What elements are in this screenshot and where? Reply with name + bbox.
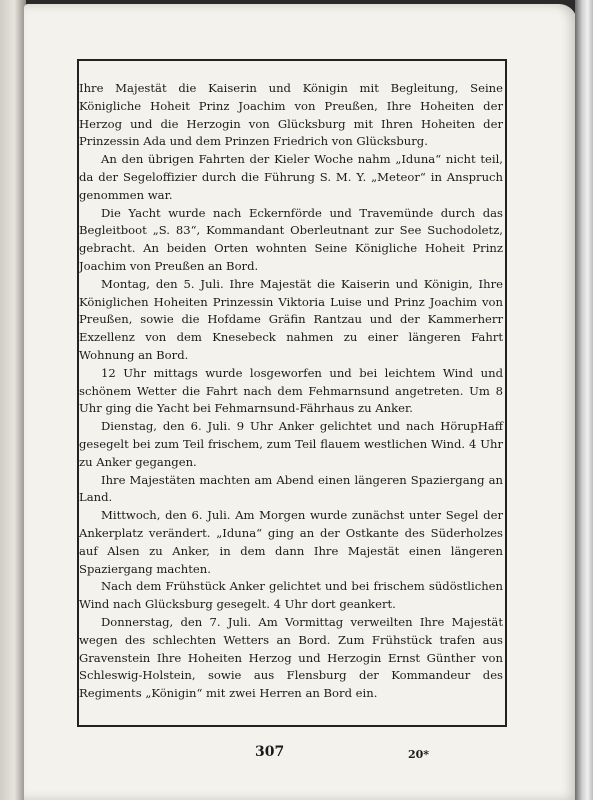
paragraph: 12 Uhr mittags wurde losgeworfen und bei leichtem Wind und schönem Wetter die Fahrt nach dem Fehmarnsund angetreten. Um 8 Uhr ging die Yacht bei Fehmarnsund-Fährhaus zu Anker. (79, 365, 503, 416)
paragraph: Nach dem Frühstück Anker gelichtet und bei frischem südöstlichen Wind nach Glücksburg gesegelt. 4 Uhr dort geankert. (79, 579, 503, 612)
paragraph: Montag, den 5. Juli. Ihre Majestät die Kaiserin und Königin, Ihre Königlichen Hoheiten Prinzessin Viktoria Luise und Prinz Joachim von Preußen, sowie die Hofdame Gräfin Rantzau und der Kammerherr Exzellenz von dem Knesebeck nahmen zu einer längeren Fahrt Wohnung an Bord. (79, 276, 503, 362)
paragraph: Donnerstag, den 7. Juli. Am Vormittag verweilten Ihre Majestät wegen des schlechten Wetters an Bord. Zum Frühstück trafen aus Gravenstein Ihre Hoheiten Herzog und Herzogin Ernst Günther von Schleswig-Holstein, sowie aus Flensburg der Kommandeur des Regiments „Königin“ mit zwei Herren an Bord ein. (79, 614, 503, 701)
page-number: 307 (255, 744, 285, 760)
paragraph: Ihre Majestäten machten am Abend einen längeren Spaziergang an Land. (79, 472, 503, 505)
paragraph: Mittwoch, den 6. Juli. Am Morgen wurde zunächst unter Segel der Ankerplatz verändert. „Iduna“ ging an der Ostkante des Süderholzes auf Alsen zu Anker, in dem dann Ihre Majestät einen längeren Spaziergang machten. (79, 508, 503, 576)
page-stack-edge (575, 0, 593, 800)
body-text (79, 80, 503, 703)
paragraph: Ihre Majestät die Kaiserin und Königin mit Begleitung, Seine Königliche Hoheit Prinz Joachim von Preußen, Ihre Hoheiten der Herzog und die Herzogin von Glücksburg mit Ihren Hoheiten der Prinzessin Ada und dem Prinzen Friedrich von Glücksburg. (79, 81, 503, 149)
paragraph: An den übrigen Fahrten der Kieler Woche nahm „Iduna“ nicht teil, da der Segeloffizier durch die Führung S. M. Y. „Meteor“ in Anspruch genommen war. (79, 152, 503, 202)
paragraph: Dienstag, den 6. Juli. 9 Uhr Anker gelichtet und nach HörupHaff gesegelt bei zum Teil frischem, zum Teil flauem westlichen Wind. 4 Uhr zu Anker gegangen. (79, 419, 503, 469)
paragraph: Die Yacht wurde nach Eckernförde und Travemünde durch das Begleitboot „S. 83“, Kommandant Oberleutnant zur See Suchodoletz, gebracht. An beiden Orten wohnten Seine Königliche Hoheit Prinz Joachim von Preußen an Bord. (79, 205, 503, 273)
previous-page-edge (0, 0, 26, 800)
signature-mark: 20* (408, 748, 430, 761)
